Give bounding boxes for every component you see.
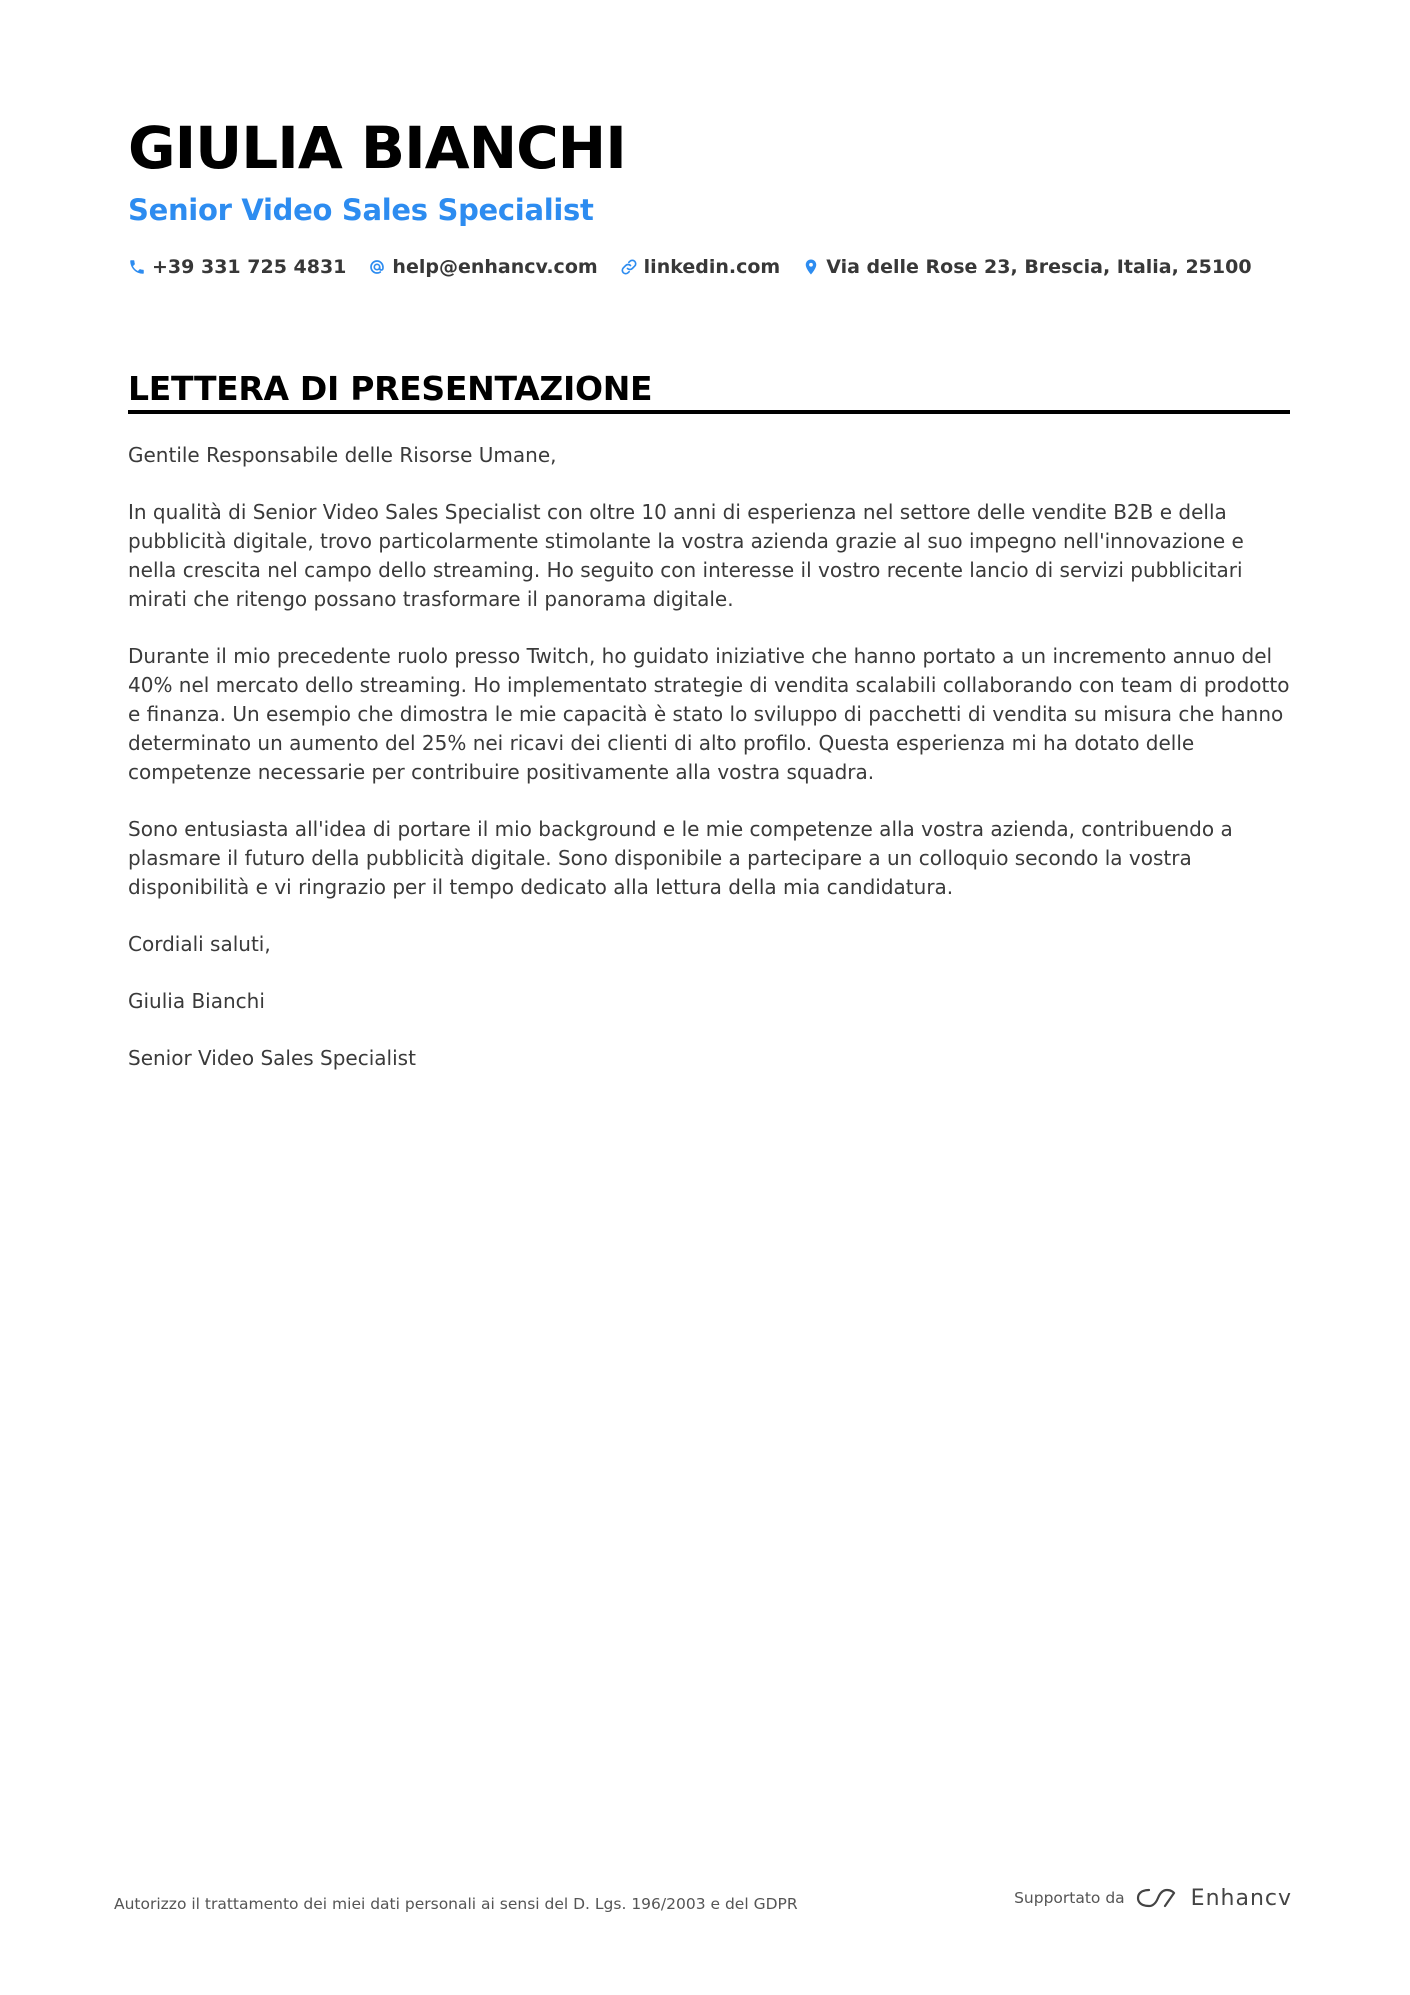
letter-paragraph-1: In qualità di Senior Video Sales Specialist con oltre 10 anni di esperienza nel settore delle vendite B2B e della pubblicità digitale, trovo particolarmente stimolante la vostra azienda grazie al suo impegno nell'innovazione e nella crescita nel campo dello streaming. Ho seguito con interesse il vostro recente lancio di servizi pubblicitari mirati che ritengo possano trasformare il panorama digitale. — [128, 500, 1244, 611]
signature-name: Giulia Bianchi — [128, 989, 265, 1013]
powered-by-label: Supportato da — [1014, 1889, 1125, 1907]
contact-phone — [128, 256, 346, 278]
letter-greeting: Gentile Responsabile delle Risorse Umane, — [128, 443, 557, 467]
phone-number: +39 331 725 4831 — [152, 256, 347, 278]
contact-address — [802, 256, 1251, 278]
link-icon — [620, 258, 638, 276]
candidate-title: Senior Video Sales Specialist — [128, 193, 594, 227]
powered-by[interactable] — [1014, 1885, 1292, 1911]
privacy-consent: Autorizzo il trattamento dei miei dati personali ai sensi del D. Lgs. 196/2003 e del GDPR — [114, 1895, 798, 1913]
letter-paragraph-2: Durante il mio precedente ruolo presso Twitch, ho guidato iniziative che hanno portato a un incremento annuo del 40% nel mercato dello streaming. Ho implementato strategie di vendita scalabili collaborando con team di prodotto e finanza. Un esempio che dimostra le mie capacità è stato lo sviluppo di pacchetti di vendita su misura che hanno determinato un aumento del 25% nei ricavi dei clienti di alto profilo. Questa esperienza mi ha dotato delle competenze necessarie per contribuire positivamente alla vostra squadra. — [128, 644, 1290, 784]
section-divider — [128, 410, 1290, 414]
linkedin-link[interactable]: linkedin.com — [643, 256, 781, 278]
contact-linkedin — [620, 256, 781, 278]
letter-body — [128, 441, 1290, 1101]
enhancv-logo-icon — [1135, 1885, 1181, 1911]
letter-paragraph-3: Sono entusiasta all'idea di portare il mio background e le mie competenze alla vostra azienda, contribuendo a plasmare il futuro della pubblicità digitale. Sono disponibile a partecipare a un colloquio secondo la vostra disponibilità e vi ringrazio per il tempo dedicato alla lettura della mia candidatura. — [128, 817, 1233, 899]
signature-title: Senior Video Sales Specialist — [128, 1046, 416, 1070]
brand-name: Enhancv — [1190, 1885, 1292, 1911]
at-icon — [368, 258, 386, 276]
phone-icon — [128, 258, 146, 276]
letter-closing: Cordiali saluti, — [128, 932, 271, 956]
location-pin-icon — [802, 258, 820, 276]
candidate-name: GIULIA BIANCHI — [128, 114, 626, 182]
section-title: LETTERA DI PRESENTAZIONE — [128, 369, 653, 408]
contact-bar — [128, 252, 1252, 282]
email-address: help@enhancv.com — [392, 256, 598, 278]
address-text: Via delle Rose 23, Brescia, Italia, 25100 — [826, 256, 1252, 278]
contact-email — [368, 256, 597, 278]
